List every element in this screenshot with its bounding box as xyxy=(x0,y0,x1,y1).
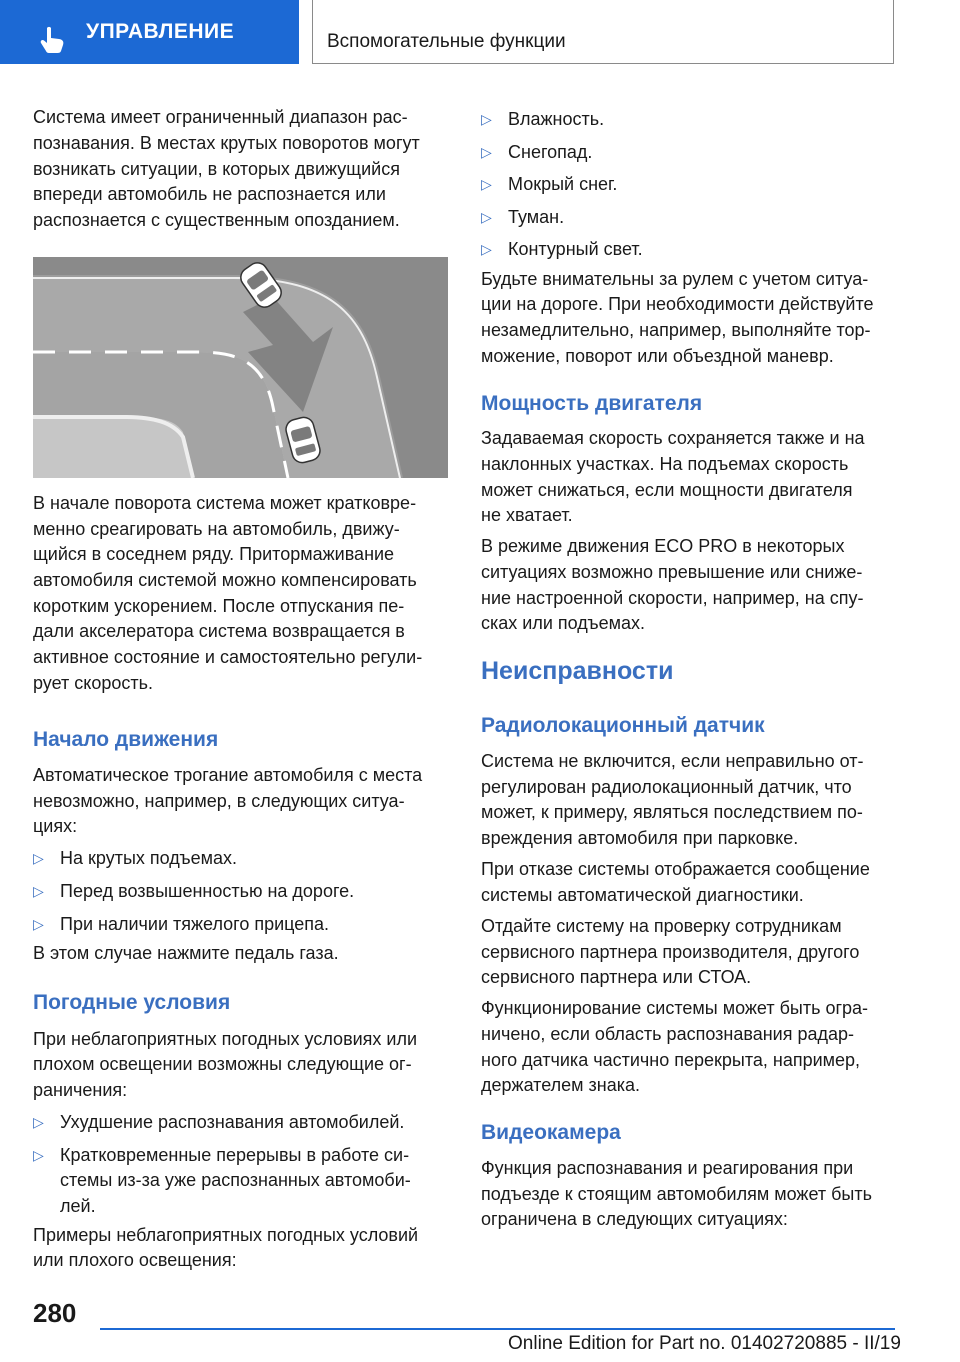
heading-faults: Неисправности xyxy=(481,657,674,685)
text-line: держателем знака. xyxy=(481,1075,641,1095)
hand-pointer-icon xyxy=(38,26,68,54)
text-line: Будьте внимательны за рулем с учетом ситуа- xyxy=(481,269,869,289)
footer-divider xyxy=(100,1328,895,1330)
text-line: ситуациях возможно превышение или сниже- xyxy=(481,562,863,582)
text-line: циях: xyxy=(33,816,78,836)
page-number: 280 xyxy=(33,1298,77,1328)
start-after-text: В этом случае нажмите педаль газа. xyxy=(33,943,339,963)
text-line: Примеры неблагоприятных погодных условий xyxy=(33,1225,419,1245)
subsection-header xyxy=(312,0,894,64)
text-line: Автоматическое трогание автомобиля с места xyxy=(33,765,423,785)
text-line: сервисного партнера производителя, другого xyxy=(481,942,860,962)
text-line: рует скорость. xyxy=(33,673,153,693)
text-line: незамедлительно, например, выполняйте тор- xyxy=(481,320,871,340)
triangle-bullet-icon: ▷ xyxy=(33,1147,44,1163)
text-line: распознается с существенным опозданием. xyxy=(33,210,400,230)
triangle-bullet-icon: ▷ xyxy=(33,883,44,899)
text-line: сервисного партнера или СТОА. xyxy=(481,967,752,987)
text-line: В начале поворота система может кратковре- xyxy=(33,493,417,513)
text-line: ние настроенной скорости, например, на спу- xyxy=(481,588,864,608)
text-line: Задаваемая скорость сохраняется также и на xyxy=(481,428,865,448)
text-line: активное состояние и самостоятельно регули- xyxy=(33,647,423,667)
text-line: В режиме движения ECO PRO в некоторых xyxy=(481,536,845,556)
text-line: может, к примеру, являться последствием по- xyxy=(481,802,863,822)
text-line: или плохого освещения: xyxy=(33,1250,237,1270)
text-line: ции на дороге. При необходимости действуйте xyxy=(481,294,874,314)
text-line: плохом освещении возможны следующие ог- xyxy=(33,1054,412,1074)
text-line: Отдайте систему на проверку сотрудникам xyxy=(481,916,842,936)
heading-radar: Радиолокационный датчик xyxy=(481,714,765,737)
text-line: можение, поворот или объездной маневр. xyxy=(481,346,834,366)
heading-camera: Видеокамера xyxy=(481,1121,621,1144)
triangle-bullet-icon: ▷ xyxy=(33,916,44,932)
subsection-label: Вспомогательные функции xyxy=(327,31,566,52)
triangle-bullet-icon: ▷ xyxy=(33,850,44,866)
text-line: щийся в соседнем ряду. Притормаживание xyxy=(33,544,395,564)
text-line: автомобиля системой можно компенсировать xyxy=(33,570,417,590)
text-line: раничения: xyxy=(33,1080,128,1100)
text-line: ограничена в следующих ситуациях: xyxy=(481,1209,788,1229)
text-line: Функция распознавания и реагирования при xyxy=(481,1158,854,1178)
text-line: коротким ускорением. После отпускания пе- xyxy=(33,596,405,616)
heading-weather: Погодные условия xyxy=(33,991,231,1014)
text-line: Система имеет ограниченный диапазон рас- xyxy=(33,107,408,127)
edition-text: Online Edition for Part no. 01402720885 - II/19 xyxy=(508,1333,901,1354)
text-line: познавания. В местах крутых поворотов могут xyxy=(33,133,420,153)
text-line: невозможно, например, в следующих ситуа- xyxy=(33,791,405,811)
text-line: Функционирование системы может быть огра- xyxy=(481,998,869,1018)
text-line: наклонных участках. На подъемах скорость xyxy=(481,454,849,474)
text-line: подъезде к стоящим автомобилям может быть xyxy=(481,1184,872,1204)
text-line: вреждения автомобиля при парковке. xyxy=(481,828,799,848)
text-line: При неблагоприятных погодных условиях или xyxy=(33,1029,418,1049)
text-line: впереди автомобиль не распознается или xyxy=(33,184,386,204)
triangle-bullet-icon: ▷ xyxy=(481,144,492,160)
triangle-bullet-icon: ▷ xyxy=(481,209,492,225)
section-tab[interactable] xyxy=(0,0,299,64)
text-line: системы автоматической диагностики. xyxy=(481,885,804,905)
text-line: не хватает. xyxy=(481,505,573,525)
text-line: При отказе системы отображается сообщение xyxy=(481,859,870,879)
heading-power: Мощность двигателя xyxy=(481,392,703,415)
triangle-bullet-icon: ▷ xyxy=(481,176,492,192)
text-line: регулирован радиолокационный датчик, что xyxy=(481,777,852,797)
text-line: менно среагировать на автомобиль, движу- xyxy=(33,519,400,539)
heading-start: Начало движения xyxy=(33,728,219,751)
text-line: Система не включится, если неправильно от- xyxy=(481,751,864,771)
list-item: ▷ Кратковременные перерывы в работе си- стемы из-за уже распознанных автомоби- лей. xyxy=(33,1145,411,1216)
triangle-bullet-icon: ▷ xyxy=(33,1114,44,1130)
text-line: ничено, если область распознавания радар- xyxy=(481,1024,854,1044)
text-line: сках или подъемах. xyxy=(481,613,646,633)
section-label: УПРАВЛЕНИЕ xyxy=(86,20,235,43)
triangle-bullet-icon: ▷ xyxy=(481,111,492,127)
text-line: дали акселератора система возвращается в xyxy=(33,621,405,641)
triangle-bullet-icon: ▷ xyxy=(481,241,492,257)
text-line: возникать ситуации, в которых движущийся xyxy=(33,159,400,179)
curve-illustration xyxy=(33,257,448,478)
text-line: может снижаться, если мощности двигателя xyxy=(481,480,853,500)
text-line: ного датчика частично перекрыта, например, xyxy=(481,1050,861,1070)
